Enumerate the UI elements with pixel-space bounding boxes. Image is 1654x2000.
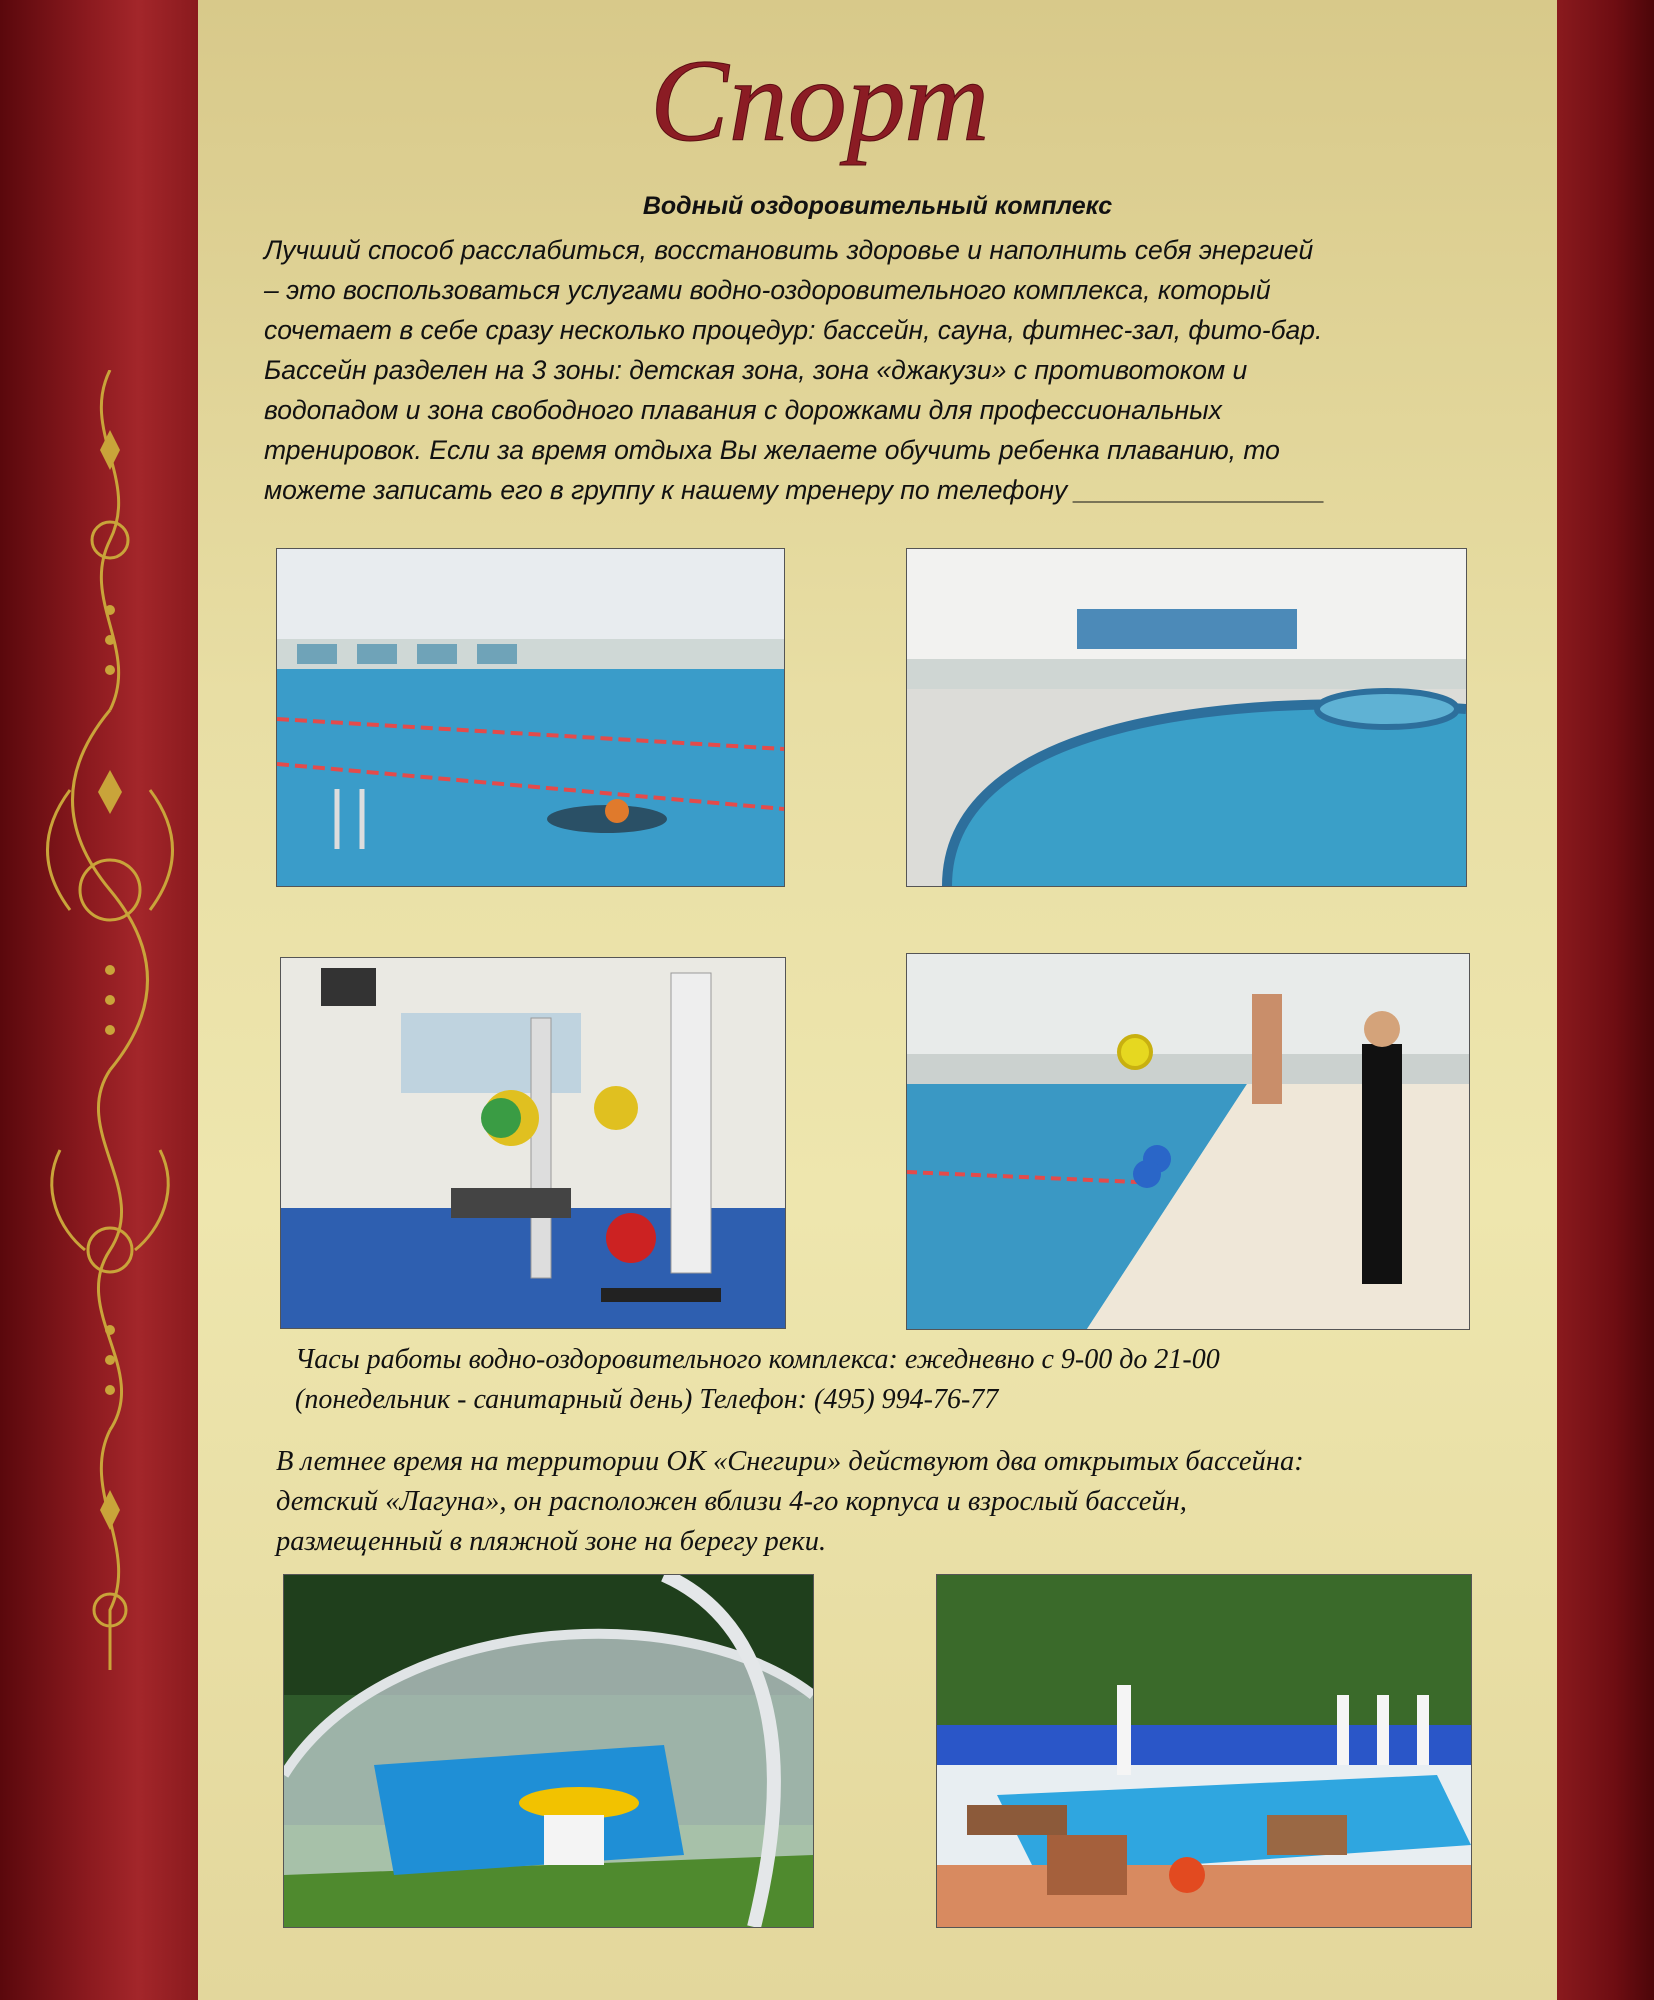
intro-line: – это воспользоваться услугами водно-оздоровительного комплекса, который <box>264 275 1271 305</box>
title-text: Спорт <box>650 35 990 166</box>
intro-paragraph <box>264 230 1504 510</box>
summer-line: детский «Лагуна», он расположен вблизи 4-го корпуса и взрослый бассейн, <box>276 1486 1187 1517</box>
hours-line: (понедельник - санитарный день) Телефон: (495) 994-76-77 <box>295 1384 999 1415</box>
intro-line: водопадом и зона свободного плавания с дорожками для профессиональных <box>264 395 1222 425</box>
left-frame <box>0 0 198 2000</box>
section-heading: Водный оздоровительный комплекс <box>642 192 1113 220</box>
intro-line: сочетает в себе сразу несколько процедур: бассейн, сауна, фитнес-зал, фито-бар. <box>264 315 1323 345</box>
intro-line: Бассейн разделен на 3 зоны: детская зона, зона «джакузи» с противотоком и <box>264 355 1248 385</box>
photo-outdoor-pool <box>936 1574 1472 1928</box>
gold-ornament-icon <box>40 370 180 1670</box>
hours-block <box>295 1340 1475 1420</box>
photo-gym <box>280 957 786 1329</box>
photo-pool-curved <box>906 548 1467 887</box>
photo-pool-swimmer <box>276 548 785 887</box>
photo-kids-swim-lesson <box>906 953 1470 1330</box>
summer-pools-text <box>276 1442 1494 1562</box>
summer-line: В летнее время на территории ОК «Снегири» действуют два открытых бассейна: <box>276 1446 1304 1477</box>
summer-line: размещенный в пляжной зоне на берегу реки. <box>276 1526 827 1557</box>
intro-line: Лучший способ расслабиться, восстановить здоровье и наполнить себя энергией <box>264 235 1314 265</box>
intro-line: можете записать его в группу к нашему тренеру по телефону _________________ <box>264 475 1326 505</box>
page-title <box>640 30 1040 190</box>
hours-line: Часы работы водно-оздоровительного комплекса: ежедневно с 9-00 до 21-00 <box>295 1344 1220 1375</box>
photo-covered-pool <box>283 1574 814 1928</box>
intro-line: тренировок. Если за время отдыха Вы желаете обучить ребенка плаванию, то <box>264 435 1280 465</box>
right-frame <box>1557 0 1654 2000</box>
